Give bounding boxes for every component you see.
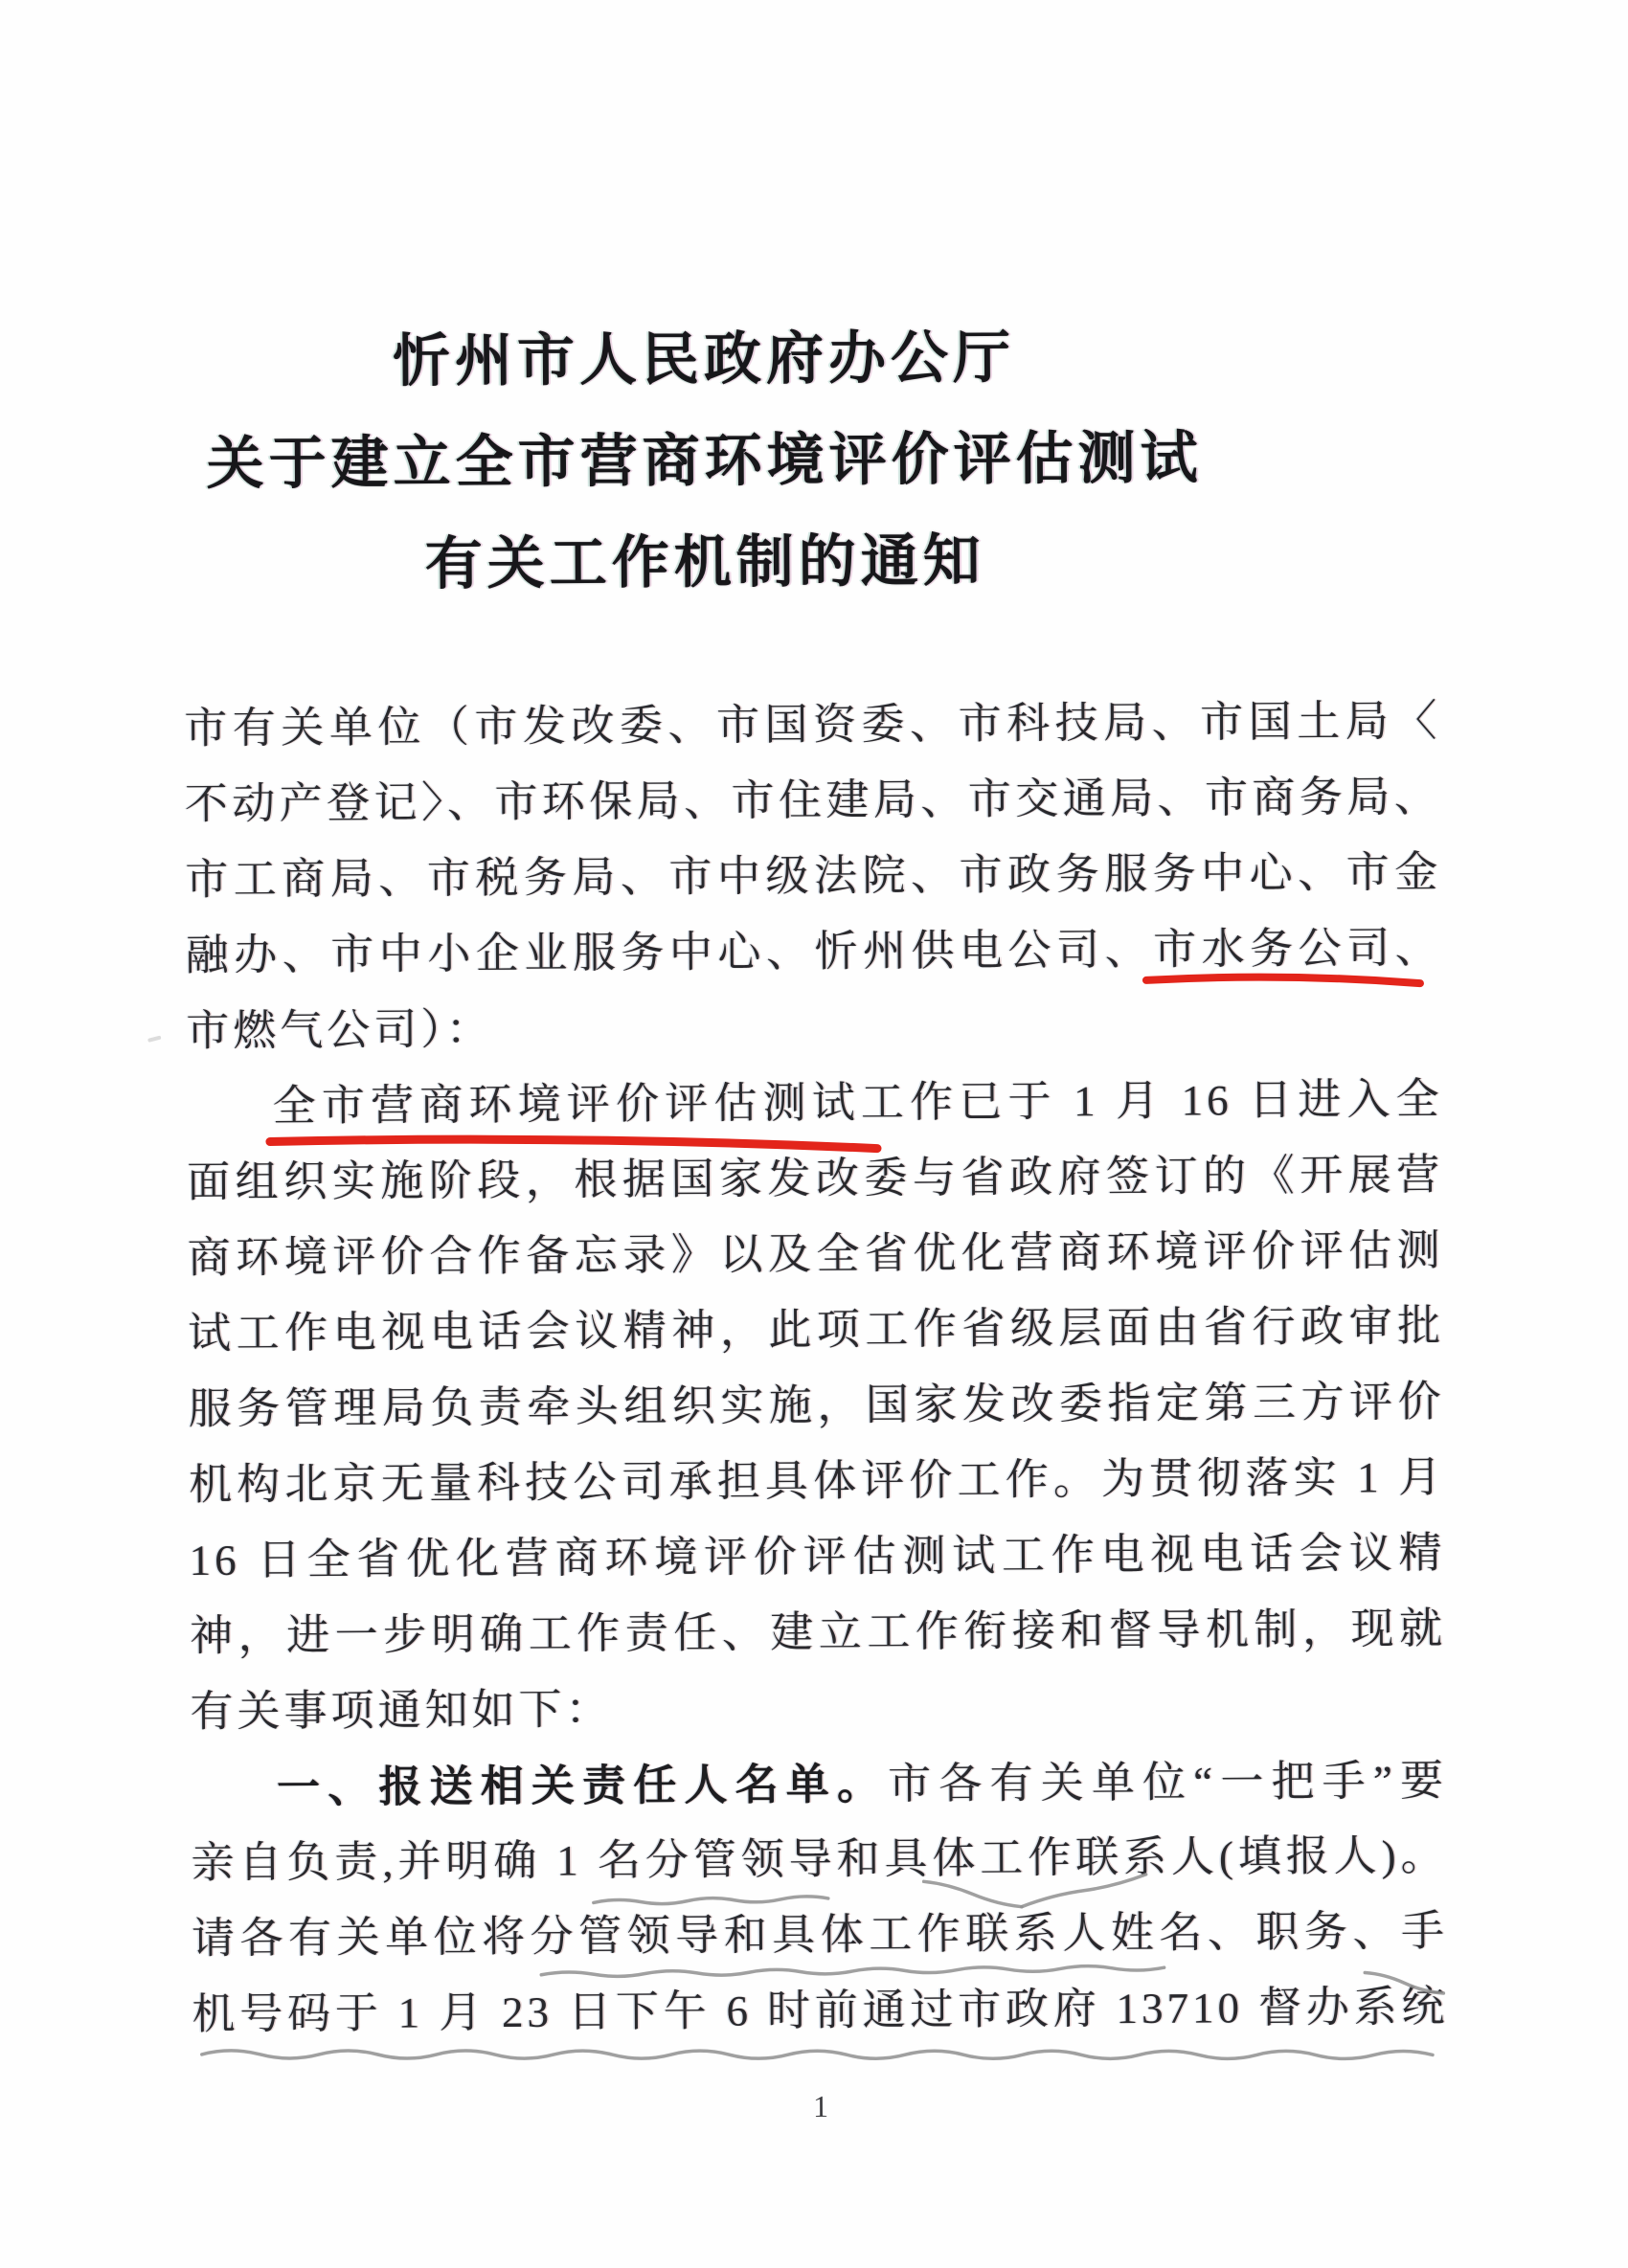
body-line: 16 日全省优化营商环境评价评估测试工作电视电话会议精 [189, 1528, 1446, 1584]
body-line: 神，进一步明确工作责任、建立工作衔接和督导机制，现就 [189, 1604, 1447, 1660]
body-line: 市工商局、市税务局、市中级法院、市政务服务中心、市金 [185, 847, 1442, 905]
body-line: 融办、市中小企业服务中心、忻州供电公司、市水务公司、 [185, 923, 1442, 980]
body-line: 试工作电视电话会议精神，此项工作省级层面由省行政审批 [188, 1301, 1445, 1358]
body-line: 面组织实施阶段，根据国家发改委与省政府签订的《开展营 [187, 1150, 1444, 1207]
body-line: 市有关单位（市发改委、市国资委、市科技局、市国土局〈 [184, 696, 1441, 753]
body-line: 全市营商环境评价评估测试工作已于 1 月 16 日进入全 [272, 1074, 1443, 1131]
body-line [191, 1742, 1447, 1826]
scan-speck [543, 335, 550, 339]
body-line: 机号码于 1 月 23 日下午 6 时前通过市政府 13710 督办系统 [192, 1982, 1449, 2038]
body-line: 市燃气公司）： [186, 1005, 493, 1056]
body-line: 商环境评价合作备忘录》以及全省优化营商环境评价评估测 [187, 1225, 1444, 1282]
body-line: 有关事项通知如下： [190, 1685, 613, 1736]
title-line-1: 忻州市人民政府办公厅 [392, 325, 1016, 393]
title-line-2: 关于建立全市营商环境评价评估测试 [206, 425, 1203, 496]
body-line: 请各有关单位将分管领导和具体工作联系人姓名、职务、手 [191, 1906, 1449, 1963]
body-line: 亲自负责,并明确 1 名分管领导和具体工作联系人(填报人)。 [191, 1830, 1448, 1887]
body-line: 机构北京无量科技公司承担具体评价工作。为贯彻落实 1 月 [188, 1452, 1446, 1509]
body-line: 不动产登记〉、市环保局、市住建局、市交通局、市商务局、 [184, 772, 1441, 829]
document-title [110, 305, 1300, 618]
section-heading: 一、报送相关责任人名单。 [276, 1759, 889, 1812]
body-text: 市各有关单位“一把手”要 [888, 1756, 1448, 1808]
scan-speck [147, 1036, 162, 1043]
document-body [184, 684, 1449, 2053]
body-line: 服务管理局负责牵头组织实施，国家发改委指定第三方评价 [188, 1377, 1445, 1433]
title-line-3: 有关工作机制的通知 [424, 528, 985, 596]
page-number: 1 [812, 2088, 829, 2124]
